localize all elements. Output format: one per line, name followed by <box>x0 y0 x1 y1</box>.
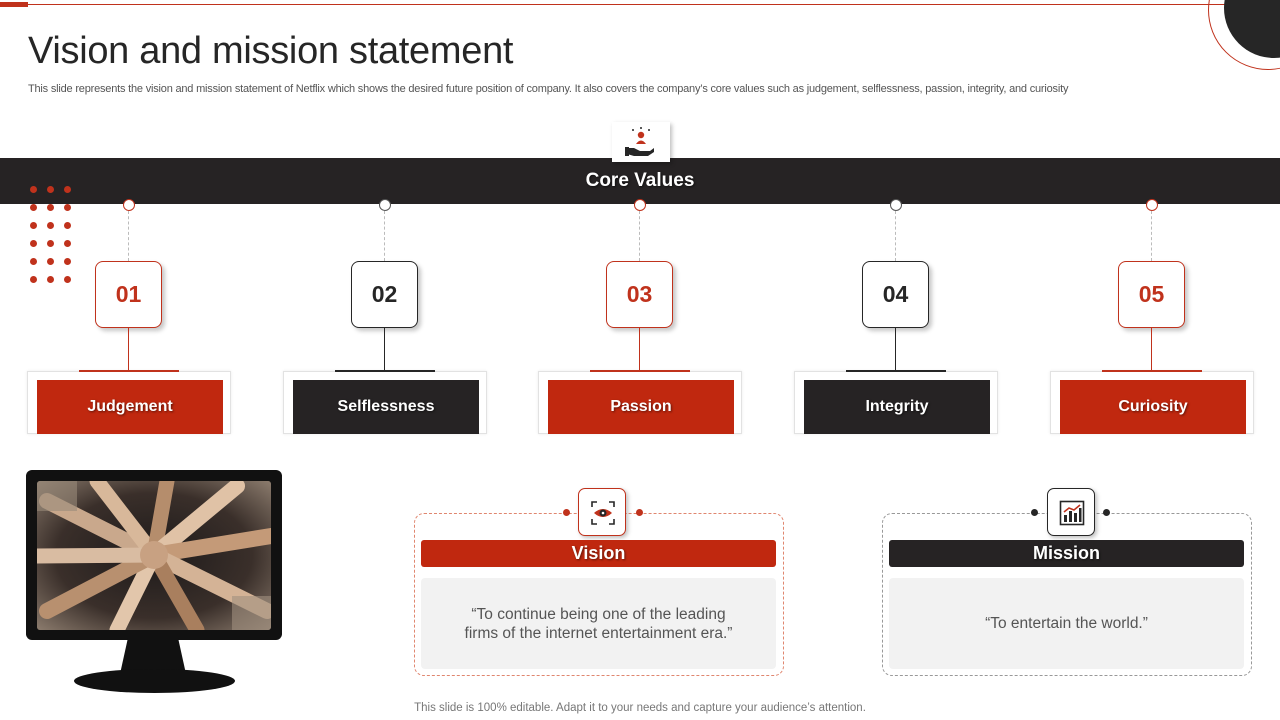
value-label: Selflessness <box>293 380 479 434</box>
value-label: Curiosity <box>1060 380 1246 434</box>
vision-header: Vision <box>421 540 776 567</box>
connector-dot <box>634 199 646 211</box>
value-number: 01 <box>95 261 162 328</box>
dashed-connector <box>384 211 385 261</box>
bar-chart-icon <box>1059 500 1085 526</box>
value-stem <box>639 328 640 371</box>
value-label: Judgement <box>37 380 223 434</box>
core-value-passion <box>538 199 742 435</box>
value-number: 05 <box>1118 261 1185 328</box>
vision-icon-box <box>578 488 626 536</box>
mission-connector-dot-left <box>1031 509 1038 516</box>
value-label-bar <box>1102 370 1202 372</box>
monitor-stand-base <box>74 669 235 693</box>
value-stem <box>128 328 129 371</box>
slide-title: Vision and mission statement <box>28 30 514 72</box>
dashed-connector <box>128 211 129 261</box>
mission-text: “To entertain the world.” <box>889 578 1244 669</box>
value-label: Integrity <box>804 380 990 434</box>
value-stem <box>1151 328 1152 371</box>
core-value-judgement <box>27 199 231 435</box>
vision-text: “To continue being one of the leading firms of the internet entertainment era.” <box>421 578 776 669</box>
value-number: 04 <box>862 261 929 328</box>
hand-person-icon <box>624 126 658 158</box>
value-number: 02 <box>351 261 418 328</box>
connector-dot <box>123 199 135 211</box>
mission-connector-dot-right <box>1103 509 1110 516</box>
value-stem <box>895 328 896 371</box>
team-hands-image <box>37 481 271 630</box>
core-values-title: Core Values <box>585 170 695 191</box>
dashed-connector <box>895 211 896 261</box>
value-stem <box>384 328 385 371</box>
core-values-icon-box <box>612 122 670 162</box>
dashed-connector <box>639 211 640 261</box>
eye-icon <box>590 500 616 526</box>
connector-dot <box>890 199 902 211</box>
connector-dot <box>379 199 391 211</box>
value-number: 03 <box>606 261 673 328</box>
top-rule <box>0 4 1230 5</box>
value-label-bar <box>846 370 946 372</box>
value-label: Passion <box>548 380 734 434</box>
value-label-bar <box>335 370 435 372</box>
slide-footer: This slide is 100% editable. Adapt it to your needs and capture your audience’s attention. <box>414 702 866 714</box>
core-value-curiosity <box>1050 199 1254 435</box>
mission-header: Mission <box>889 540 1244 567</box>
value-label-bar <box>79 370 179 372</box>
core-value-selflessness <box>283 199 487 435</box>
core-value-integrity <box>794 199 998 435</box>
slide-subtitle: This slide represents the vision and mission statement of Netflix which shows the desired future position of company. It also covers the company’s core values such as judgement, selflessness, passion, integrity, and curiosity <box>28 83 1069 95</box>
vision-connector-dot-right <box>636 509 643 516</box>
mission-icon-box <box>1047 488 1095 536</box>
vision-connector-dot-left <box>563 509 570 516</box>
dashed-connector <box>1151 211 1152 261</box>
connector-dot <box>1146 199 1158 211</box>
value-label-bar <box>590 370 690 372</box>
